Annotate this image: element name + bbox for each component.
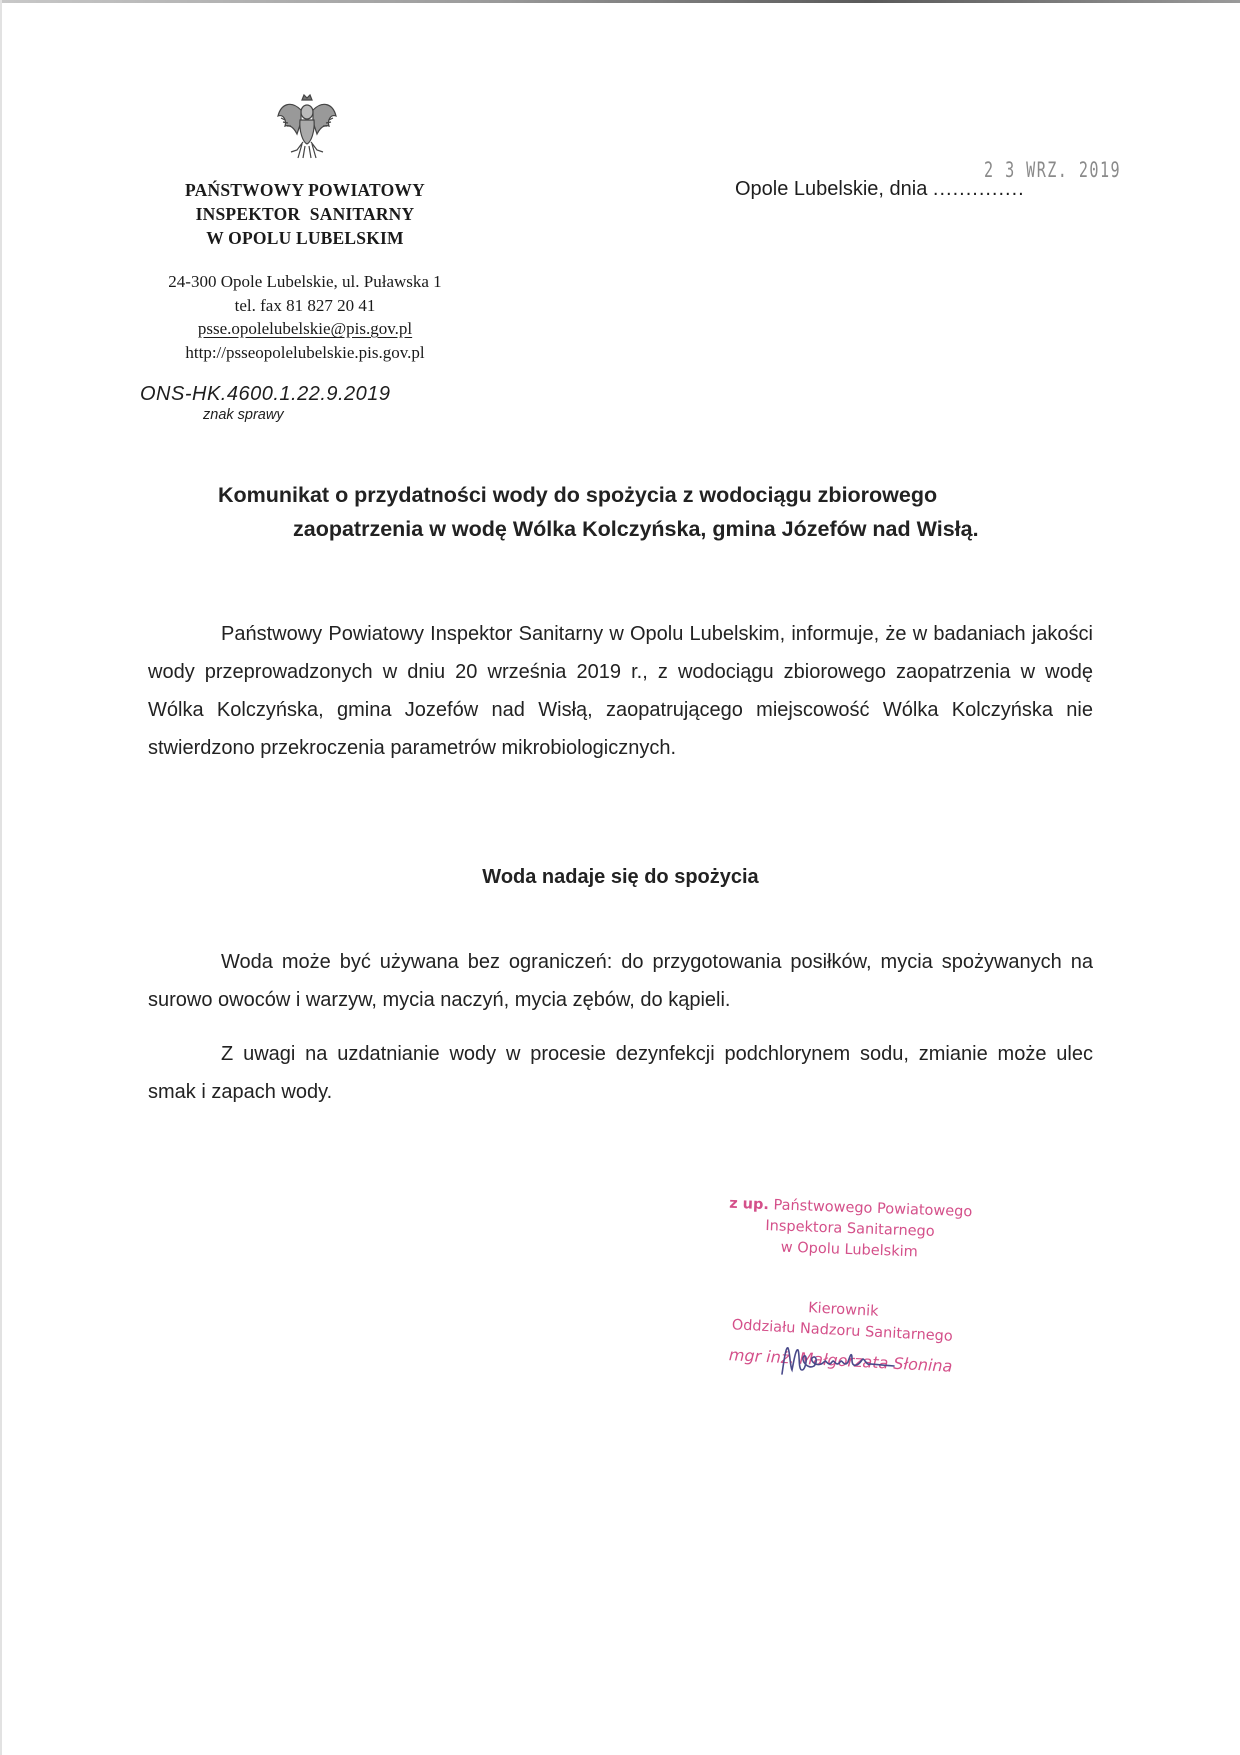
signatory-title-2: Oddziału Nadzoru Sanitarnego [731, 1317, 954, 1345]
org-name-line-1: PAŃSTWOWY POWIATOWY [185, 180, 425, 200]
address: 24-300 Opole Lubelskie, ul. Puławska 1 [168, 272, 442, 291]
phone-fax: tel. fax 81 827 20 41 [234, 295, 376, 315]
body-paragraph-1: Państwowy Powiatowy Inspektor Sanitarny w Opolu Lubelskim, informuje, że w badaniach jakości wody przeprowadzonych w dniu 20 września 2019 r., z wodociągu zbiorowego zaopatrzenia w wodę Wólka Kolczyńska, gmina Jozefów nad Wisłą, zaopatrującego miejscowość Wólka Kolczyńska nie stwierdzono przekroczenia parametrów mikrobiologicznych. [148, 623, 1093, 759]
document-title [150, 478, 1095, 546]
case-reference [140, 383, 391, 423]
org-name-line-2: INSPEKTOR SANITARNY [195, 204, 415, 224]
stamp-prefix: z up. [728, 1195, 770, 1214]
body-paragraph-3: Z uwagi na uzdatnianie wody w procesie dezynfekcji podchlorynem sodu, zmianie może ulec smak i zapach wody. [148, 1043, 1093, 1103]
letterhead [130, 178, 480, 364]
stamp-line-3: w Opolu Lubelskim [780, 1239, 919, 1261]
date-dots: .............. [932, 178, 1025, 200]
polish-eagle-emblem-icon [275, 92, 339, 162]
body-paragraph-2: Woda może być używana bez ograniczeń: do przygotowania posiłków, mycia spożywanych na surowo owoców i warzyw, mycia naczyń, mycia zębów, do kąpieli. [148, 951, 1093, 1011]
scan-top-edge [0, 0, 1240, 3]
scan-left-edge [0, 0, 2, 1755]
signatory-title-1: Kierownik [807, 1300, 879, 1320]
title-line-1: Komunikat o przydatności wody do spożycia z wodociągu zbiorowego [218, 483, 938, 507]
email-link[interactable]: psse.opolelubelskie@pis.gov.pl [197, 319, 413, 338]
verdict-heading: Woda nadaje się do spożycia [482, 866, 759, 888]
signatory-name: mgr inż. Małgorzata Słonina [728, 1345, 953, 1376]
date-stamp: 2 3 WRZ. 2019 [984, 158, 1122, 182]
place: Opole Lubelskie, dnia [735, 178, 928, 200]
handwritten-signature [778, 1340, 898, 1382]
contact-info [130, 270, 480, 364]
place-and-date [735, 178, 1025, 201]
website-link[interactable]: http://psseopolelubelskie.pis.gov.pl [185, 342, 425, 362]
case-number-label: znak sprawy [203, 407, 284, 423]
title-line-2: zaopatrzenia w wodę Wólka Kolczyńska, gmina Józefów nad Wisłą. [293, 517, 979, 541]
case-number: ONS-HK.4600.1.22.9.2019 [140, 383, 391, 405]
org-name-line-3: W OPOLU LUBELSKIM [206, 228, 404, 248]
stamp-line-1: Państwowego Powiatowego [773, 1197, 973, 1221]
authority-stamp [719, 1193, 981, 1265]
stamp-line-2: Inspektora Sanitarnego [765, 1218, 935, 1240]
